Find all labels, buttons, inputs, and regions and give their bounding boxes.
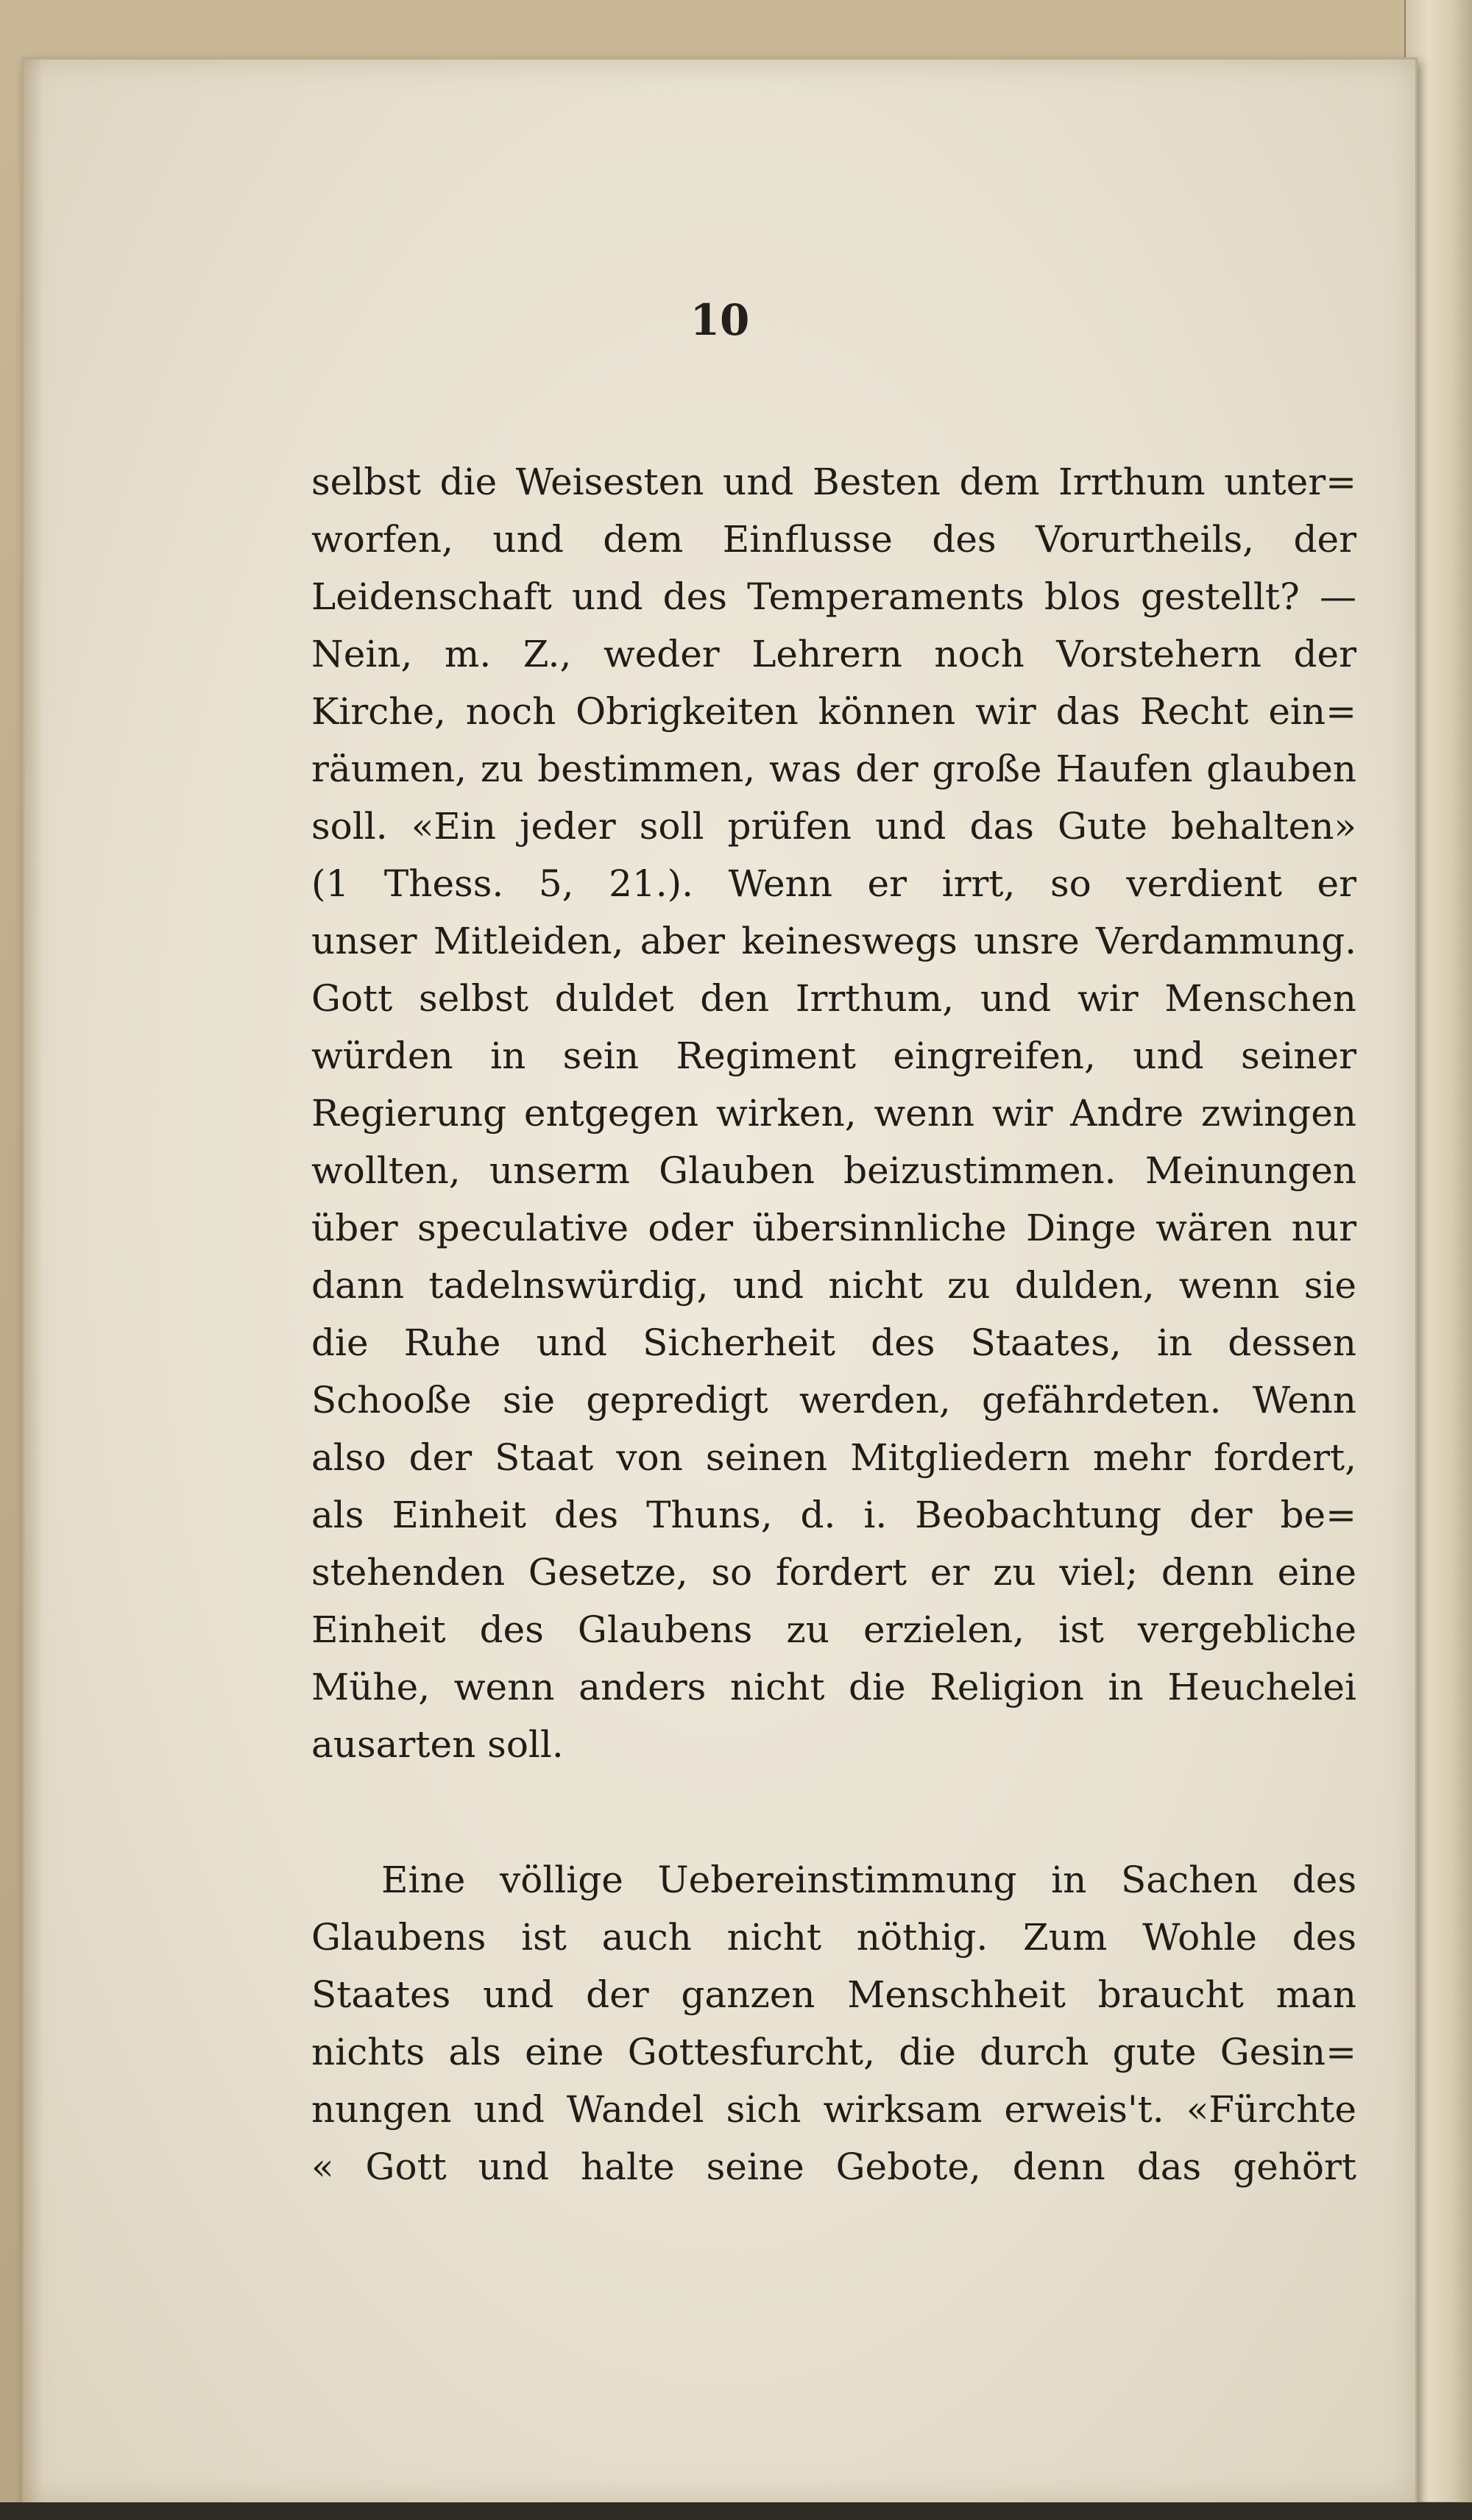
text-line: « Gott und halte seine Gebote, denn das gehört (311, 2145, 1356, 2188)
text-line: Schooße sie gepredigt werden, gefährdeten. Wenn (311, 1379, 1356, 1422)
text-line: Kirche, noch Obrigkeiten können wir das Recht ein= (311, 690, 1356, 733)
text-line: dann tadelnswürdig, und nicht zu dulden, wenn sie (311, 1264, 1356, 1307)
text-line: nichts als eine Gottesfurcht, die durch gute Gesin= (311, 2031, 1356, 2073)
text-line: soll. «Ein jeder soll prüfen und das Gute behalten» (311, 805, 1356, 848)
text-line: unser Mitleiden, aber keineswegs unsre Verdammung. (311, 920, 1356, 962)
text-line: ausarten soll. (311, 1723, 564, 1766)
text-line: wollten, unserm Glauben beizustimmen. Meinungen (311, 1149, 1356, 1192)
text-line: Mühe, wenn anders nicht die Religion in Heuchelei (311, 1666, 1356, 1708)
text-line: Gott selbst duldet den Irrthum, und wir Menschen (311, 977, 1356, 1020)
text-line: die Ruhe und Sicherheit des Staates, in dessen (311, 1321, 1356, 1364)
book-page (22, 57, 1418, 2505)
text-line: Leidenschaft und des Temperaments blos gestellt? — (311, 575, 1356, 618)
text-line: (1 Thess. 5, 21.). Wenn er irrt, so verdient er (311, 862, 1356, 905)
paragraph-2 (311, 1851, 1356, 2196)
text-line: selbst die Weisesten und Besten dem Irrthum unter= (311, 461, 1356, 503)
text-line: Einheit des Glaubens zu erzielen, ist vergebliche (311, 1608, 1356, 1651)
text-line: würden in sein Regiment eingreifen, und seiner (311, 1034, 1356, 1077)
text-line: worfen, und dem Einflusse des Vorurtheils, der (311, 518, 1356, 561)
paragraph-1 (311, 453, 1356, 1773)
text-line: Nein, m. Z., weder Lehrern noch Vorstehern der (311, 633, 1356, 675)
text-line: über speculative oder übersinnliche Dinge wären nur (311, 1207, 1356, 1249)
text-line: stehenden Gesetze, so fordert er zu viel; denn eine (311, 1551, 1356, 1594)
text-line: Regierung entgegen wirken, wenn wir Andre zwingen (311, 1092, 1356, 1135)
text-line: als Einheit des Thuns, d. i. Beobachtung der be= (311, 1494, 1356, 1536)
text-line: Glaubens ist auch nicht nöthig. Zum Wohle des (311, 1916, 1356, 1959)
text-line: Staates und der ganzen Menschheit braucht man (311, 1973, 1356, 2016)
text-line: räumen, zu bestimmen, was der große Haufen glauben (311, 748, 1356, 790)
text-line: Eine völlige Uebereinstimmung in Sachen des (381, 1859, 1356, 1901)
text-line: also der Staat von seinen Mitgliedern mehr fordert, (311, 1436, 1356, 1479)
page-number: 10 (690, 295, 750, 345)
scan-bottom-edge (0, 2502, 1472, 2520)
text-line: nungen und Wandel sich wirksam erweis't. «Fürchte (311, 2088, 1356, 2131)
